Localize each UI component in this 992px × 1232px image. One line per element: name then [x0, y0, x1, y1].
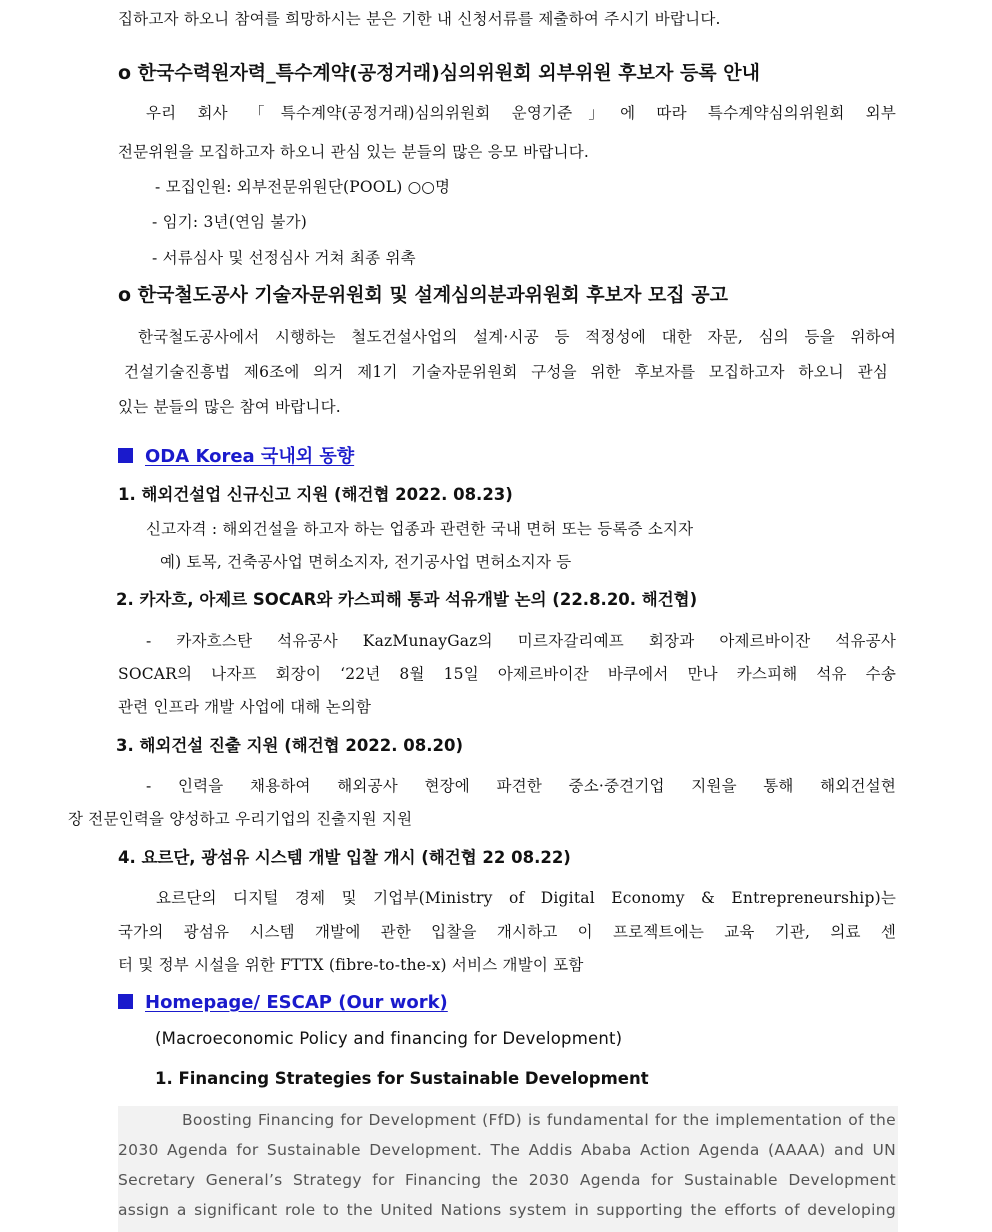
escap-section-heading	[118, 992, 448, 1014]
oda-item-title: 1. 해외건설업 신규신고 지원 (해건협 2022. 08.23)	[118, 485, 513, 504]
escap-item-title: 1. Financing Strategies for Sustainable Development	[155, 1069, 649, 1088]
intro-tail-text: 집하고자 하오니 참여를 희망하시는 분은 기한 내 신청서류를 제출하여 주시기 바랍니다.	[118, 10, 721, 28]
square-bullet-icon	[118, 994, 133, 1009]
khnp-bullet: - 서류심사 및 선정심사 거쳐 최종 위촉	[152, 249, 416, 267]
oda-item-line: SOCAR의 나자프 회장이 ‘22년 8월 15일 아제르바이잔 바쿠에서 만나 카스피해 석유 수송	[118, 665, 896, 683]
oda-item-title: 4. 요르단, 광섬유 시스템 개발 입찰 개시 (해건협 22 08.22)	[118, 848, 571, 867]
oda-section-heading	[118, 446, 354, 468]
oda-item-title: 2. 카자흐, 아제르 SOCAR와 카스피해 통과 석유개발 논의 (22.8.20. 해건협)	[116, 590, 698, 609]
korail-body-line: 있는 분들의 많은 참여 바랍니다.	[118, 398, 341, 416]
oda-item-line: 장 전문인력을 양성하고 우리기업의 진출지원 지원	[68, 810, 413, 828]
khnp-body-line: 전문위원을 모집하고자 하오니 관심 있는 분들의 많은 응모 바랍니다.	[118, 143, 589, 161]
oda-item-line: 관련 인프라 개발 사업에 대해 논의함	[118, 698, 372, 716]
escap-subtitle: (Macroeconomic Policy and financing for Development)	[155, 1029, 623, 1048]
square-bullet-icon	[118, 448, 133, 463]
oda-item-title: 3. 해외건설 진출 지원 (해건협 2022. 08.20)	[116, 736, 464, 755]
khnp-body-line: 우리 회사 「특수계약(공정거래)심의위원회 운영기준」에 따라 특수계약심의위원회 외부	[146, 104, 896, 122]
escap-paragraph-line: 2030 Agenda for Sustainable Development. The Addis Ababa Action Agenda (AAAA) and UN	[118, 1141, 896, 1159]
oda-item-line: - 카자흐스탄 석유공사 KazMunayGaz의 미르자갈리예프 회장과 아제르바이잔 석유공사	[146, 632, 896, 650]
korail-body-line: 한국철도공사에서 시행하는 철도건설사업의 설계·시공 등 적정성에 대한 자문, 심의 등을 위하여	[138, 328, 896, 346]
oda-item-line: 터 및 정부 시설을 위한 FTTX (fibre-to-the-x) 서비스 개발이 포함	[118, 956, 584, 974]
khnp-bullet: - 임기: 3년(연임 불가)	[152, 213, 308, 231]
oda-item-line: 국가의 광섬유 시스템 개발에 관한 입찰을 개시하고 이 프로젝트에는 교육 기관, 의료 센	[118, 923, 896, 941]
escap-paragraph-line: Secretary General’s Strategy for Financing the 2030 Agenda for Sustainable Development	[118, 1171, 896, 1189]
oda-item-line: 요르단의 디지털 경제 및 기업부(Ministry of Digital Economy & Entrepreneurship)는	[156, 889, 896, 907]
korail-body-line: 건설기술진흥법 제6조에 의거 제1기 기술자문위원회 구성을 위한 후보자를 모집하고자 하오니 관심	[124, 363, 888, 381]
khnp-heading: o 한국수력원자력_특수계약(공정거래)심의위원회 외부위원 후보자 등록 안내	[118, 62, 760, 84]
oda-item-line: 예) 토목, 건축공사업 면허소지자, 전기공사업 면허소지자 등	[160, 553, 572, 571]
oda-section-title: ODA Korea 국내외 동향	[145, 446, 355, 467]
khnp-bullet: - 모집인원: 외부전문위원단(POOL) ○○명	[155, 178, 451, 196]
escap-paragraph-line: assign a significant role to the United Nations system in supporting the efforts of developing	[118, 1201, 896, 1219]
escap-section-title: Homepage/ ESCAP (Our work)	[145, 992, 448, 1013]
korail-heading: o 한국철도공사 기술자문위원회 및 설계심의분과위원회 후보자 모집 공고	[118, 284, 728, 306]
oda-item-line: - 인력을 채용하여 해외공사 현장에 파견한 중소·중견기업 지원을 통해 해외건설현	[146, 777, 896, 795]
oda-item-line: 신고자격 : 해외건설을 하고자 하는 업종과 관련한 국내 면허 또는 등록증 소지자	[146, 520, 694, 538]
escap-paragraph-line: Boosting Financing for Development (FfD) is fundamental for the implementation of the	[182, 1111, 896, 1129]
